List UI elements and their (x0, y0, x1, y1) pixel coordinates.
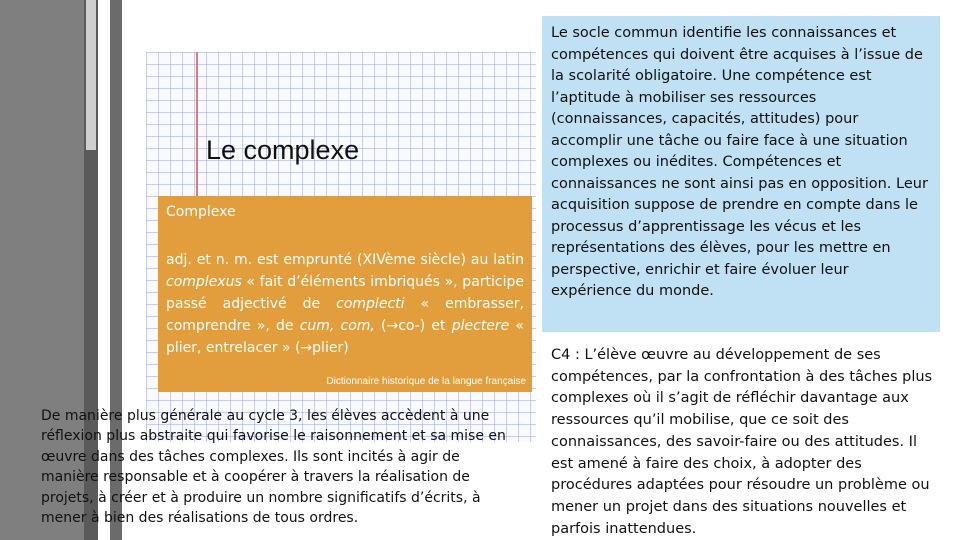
definition-text-5: « plier, entrelacer » (→plier) (166, 318, 524, 356)
definition-latin-term: plectere (451, 318, 510, 334)
definition-text-2: « fait d’éléments imbriqués », participe passé adjectivé de (166, 274, 524, 312)
socle-paragraph: Le socle commun identifie les connaissances et compétences qui doivent être acquises à l’issue de la scolarité obligatoire. Une compétence est l’aptitude à mobiliser ses ressources (connaissances, capacités, attitudes) pour accomplir une tâche ou faire face à une situation complexes ou inédites. Compétences et connaissances ne sont ainsi pas en opposition. Leur acquisition suppose de prendre en compte dans le processus d’apprentissage les vécus et les représentations des élèves, pour les mettre en perspective, enrichir et faire évoluer leur expérience du monde. (551, 25, 928, 299)
definition-latin-term: complecti (336, 296, 405, 312)
definition-latin-term: complexus (166, 274, 242, 290)
definition-text-4: (→co-) et (374, 318, 452, 334)
definition-body (166, 249, 524, 359)
margin-line (196, 52, 198, 198)
decorative-stripe-light (86, 0, 96, 150)
definition-heading: Complexe (166, 204, 236, 220)
definition-text-3: « embrasser, comprendre », de (166, 296, 524, 334)
c4-paragraph: C4 : L’élève œuvre au développement de ses compétences, par la confrontation à des tâches plus complexes où il s’agit de réfléchir davantage aux ressources qu’il mobilise, que ce soit des connaissances, des savoir-faire ou des attitudes. Il est amené à faire des choix, à adopter des procédures adaptées pour résoudre un problème ou mener un projet dans des situations nouvelles et parfois inattendues. (551, 347, 933, 537)
cycle3-paragraph: De manière plus générale au cycle 3, les élèves accèdent à une réflexion plus abstraite qui favorise le raisonnement et sa mise en œuvre dans des tâches complexes. Ils sont incités à agir de manière responsable et à coopérer à travers la réalisation de projets, à créer et à produire un nombre significatifs d’écrits, à mener à bien des réalisations de tous ordres. (41, 408, 506, 527)
definition-source: Dictionnaire historique de la langue française (326, 376, 526, 387)
definition-box (158, 196, 532, 392)
definition-text-1: adj. et n. m. est emprunté (XIVème siècle) au latin (166, 252, 524, 268)
slide-title: Le complexe (206, 135, 360, 165)
definition-latin-term: cum, com, (299, 318, 375, 334)
